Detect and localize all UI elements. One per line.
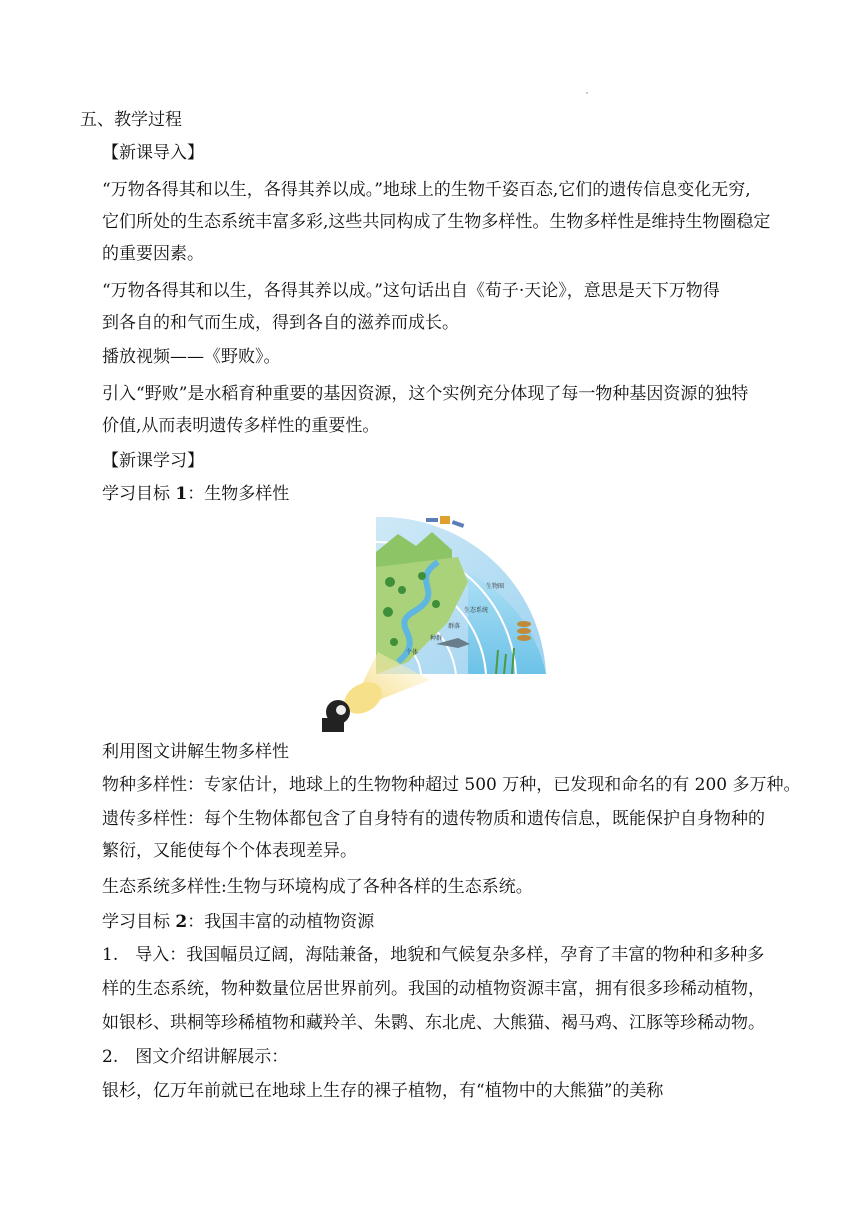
- intro-paragraph-1-line-3: 的重要因素。: [102, 244, 204, 264]
- intro-paragraph-1-line-1: “万物各得其和以生，各得其养以成。”地球上的生物千姿百态,它们的遗传信息变化无穷,: [102, 180, 751, 200]
- video-line: 播放视频——《野败》。: [102, 347, 281, 367]
- label-population: 种群: [430, 636, 443, 642]
- intro-paragraph-2-line-1: “万物各得其和以生，各得其养以成。”这句话出自《荀子·天论》，意思是天下万物得: [102, 281, 720, 301]
- ecosystem-diversity-line: 生态系统多样性:生物与环境构成了各种各样的生态系统。: [102, 877, 533, 897]
- goal-1-number: 1: [175, 484, 188, 504]
- explain-line: 利用图文讲解生物多样性: [102, 742, 289, 762]
- goal-2-text: ：我国丰富的动植物资源: [187, 912, 375, 932]
- goal-1-prefix: 学习目标: [102, 484, 176, 504]
- genetic-diversity-line-2: 繁衍，又能使每个个体表现差异。: [102, 841, 357, 861]
- goal-2-line: [102, 910, 374, 934]
- species-diversity-line: 物种多样性：专家估计，地球上的生物物种超过 500 万种，已发现和命名的有 200 多万种。: [102, 775, 801, 795]
- label-biosphere: 生物圈: [486, 584, 505, 590]
- observer-icon: [322, 700, 350, 732]
- intro-paragraph-3-line-2: 价值,从而表明遗传多样性的重要性。: [102, 416, 380, 436]
- item-1-line-3: 如银杉、珙桐等珍稀植物和藏羚羊、朱鹮、东北虎、大熊猫、褐马鸡、江豚等珍稀动物。: [102, 1013, 765, 1033]
- label-ecosystem: 生态系统: [464, 608, 489, 614]
- intro-paragraph-1-line-2: 它们所处的生态系统丰富多彩,这些共同构成了生物多样性。生物多样性是维持生物圈稳定: [102, 212, 771, 232]
- goal-1-line: [102, 482, 289, 506]
- genetic-diversity-line-1: 遗传多样性：每个生物体都包含了自身特有的遗传物质和遗传信息，既能保护自身物种的: [102, 809, 765, 829]
- goal-2-number: 2: [175, 912, 188, 932]
- item-1-line-2: 样的生态系统，物种数量位居世界前列。我国的动植物资源丰富，拥有很多珍稀动植物，: [102, 979, 765, 999]
- study-heading: 【新课学习】: [102, 451, 204, 471]
- intro-heading: 【新课导入】: [102, 143, 204, 163]
- intro-paragraph-3-line-1: 引入“野败”是水稻育种重要的基因资源，这个实例充分体现了每一物种基因资源的独特: [102, 384, 749, 404]
- goal-2-prefix: 学习目标: [102, 912, 176, 932]
- intro-paragraph-2-line-2: 到各自的和气而生成，得到各自的滋养而成长。: [102, 313, 459, 333]
- item-2-line: 2. 图文介绍讲解展示：: [102, 1047, 289, 1067]
- item-1-line-1: 1. 导入：我国幅员辽阔，海陆兼备，地貌和气候复杂多样，孕育了丰富的物种和多种多: [102, 945, 765, 965]
- goal-1-text: ：生物多样性: [187, 484, 290, 504]
- label-individual: 个体: [406, 650, 419, 656]
- page-speck: [586, 92, 588, 94]
- biodiversity-levels-figure: [318, 512, 576, 734]
- section-heading: 五、教学过程: [80, 110, 182, 130]
- label-community: 群落: [448, 624, 461, 630]
- yinshan-line: 银杉，亿万年前就已在地球上生存的裸子植物，有“植物中的大熊猫”的美称: [102, 1081, 664, 1101]
